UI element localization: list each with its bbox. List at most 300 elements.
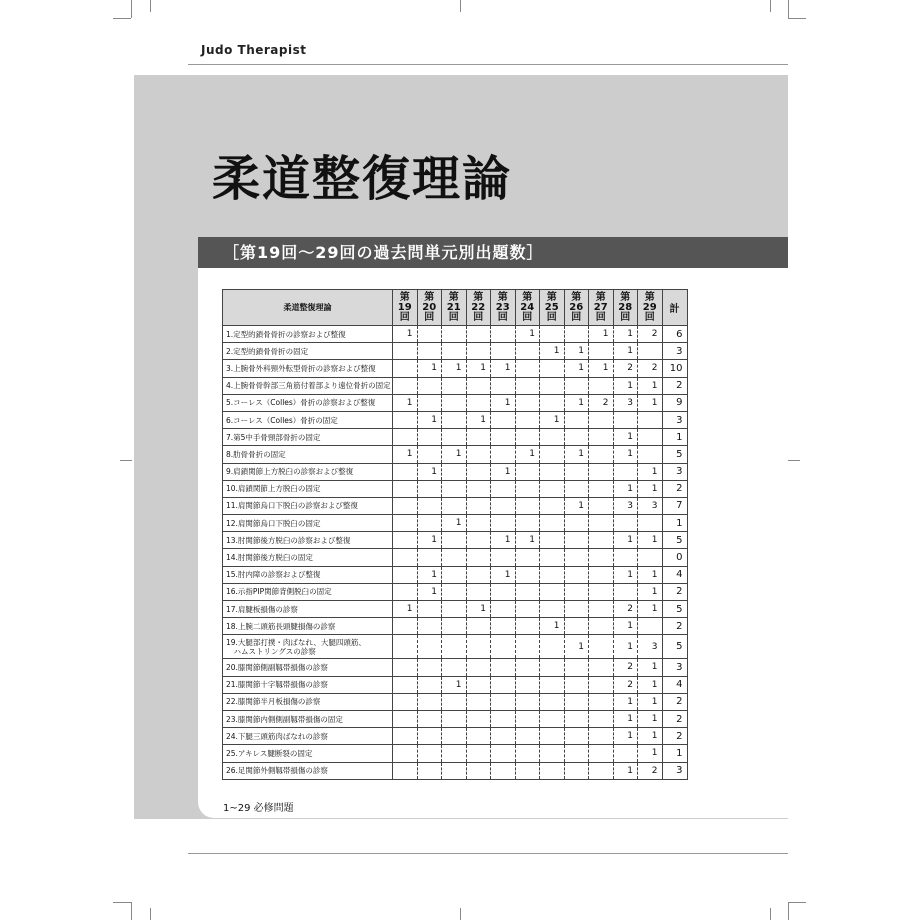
count-cell: 1 <box>515 446 540 463</box>
count-cell <box>564 429 589 446</box>
count-cell: 1 <box>638 480 663 497</box>
count-cell: 1 <box>491 463 516 480</box>
count-cell <box>417 635 442 659</box>
exam-column-header-bottom: 回 <box>448 311 459 323</box>
count-cell <box>540 676 565 693</box>
exam-column-header <box>515 290 540 326</box>
count-cell <box>638 515 663 532</box>
table-row <box>223 728 688 745</box>
count-cell <box>393 549 418 566</box>
count-cell: 3 <box>638 497 663 514</box>
count-cell <box>393 411 418 428</box>
table-row <box>223 676 688 693</box>
count-cell <box>589 377 614 394</box>
count-cell <box>540 497 565 514</box>
exam-column-header <box>491 290 516 326</box>
total-cell: 4 <box>662 566 687 583</box>
count-cell <box>515 549 540 566</box>
count-cell <box>417 497 442 514</box>
count-cell <box>442 566 467 583</box>
exam-column-header <box>442 290 467 326</box>
count-cell <box>442 635 467 659</box>
count-cell <box>638 411 663 428</box>
count-cell <box>491 601 516 618</box>
count-cell <box>540 463 565 480</box>
count-cell <box>466 532 491 549</box>
total-cell: 1 <box>662 745 687 762</box>
topic-name-cell: 1.定型的鎖骨骨折の診察および整復 <box>223 326 393 343</box>
count-cell: 1 <box>613 446 638 463</box>
count-cell <box>589 618 614 635</box>
exam-column-header-bottom: 回 <box>424 311 435 323</box>
exam-column-header <box>564 290 589 326</box>
count-cell: 1 <box>393 446 418 463</box>
count-cell <box>564 463 589 480</box>
count-cell <box>515 583 540 600</box>
total-cell: 2 <box>662 728 687 745</box>
count-cell: 1 <box>491 532 516 549</box>
count-cell <box>515 566 540 583</box>
count-cell <box>589 463 614 480</box>
count-cell <box>393 762 418 779</box>
count-cell <box>393 659 418 676</box>
count-cell <box>417 480 442 497</box>
table-row <box>223 710 688 727</box>
table-row <box>223 343 688 360</box>
topic-name-cell: 4.上腕骨骨幹部三角筋付着部より遠位骨折の固定 <box>223 377 393 394</box>
topic-name-cell: 26.足関節外側靱帯損傷の診察 <box>223 762 393 779</box>
count-cell <box>491 515 516 532</box>
count-cell <box>589 762 614 779</box>
count-cell <box>564 377 589 394</box>
topic-name-cell: 21.膝関節十字靱帯損傷の診察 <box>223 676 393 693</box>
table-row <box>223 515 688 532</box>
count-cell <box>491 728 516 745</box>
exam-column-header-bottom: 回 <box>620 311 631 323</box>
exam-column-header-top: 第 <box>522 291 533 303</box>
total-cell: 3 <box>662 411 687 428</box>
count-cell <box>491 480 516 497</box>
count-cell <box>540 446 565 463</box>
page-footer: 1~29 必修問題 <box>223 803 294 814</box>
exam-column-header <box>589 290 614 326</box>
total-cell: 3 <box>662 762 687 779</box>
count-cell <box>589 515 614 532</box>
count-cell <box>589 411 614 428</box>
name-column-header: 柔道整復理論 <box>223 290 393 326</box>
count-cell <box>515 635 540 659</box>
exam-column-header-bottom: 回 <box>399 311 410 323</box>
count-cell: 1 <box>638 710 663 727</box>
count-cell: 1 <box>638 745 663 762</box>
count-cell: 1 <box>417 583 442 600</box>
count-cell <box>491 497 516 514</box>
count-cell <box>589 343 614 360</box>
table-row <box>223 497 688 514</box>
total-cell: 2 <box>662 710 687 727</box>
count-cell <box>417 377 442 394</box>
count-cell <box>442 601 467 618</box>
count-cell <box>393 360 418 377</box>
count-cell <box>491 377 516 394</box>
count-cell <box>442 480 467 497</box>
exam-column-header-num: 21 <box>446 301 461 313</box>
count-cell <box>515 745 540 762</box>
count-cell <box>417 728 442 745</box>
table-row <box>223 326 688 343</box>
exam-column-header-bottom: 回 <box>644 311 655 323</box>
topic-name-cell: 9.肩鎖関節上方脱臼の診察および整復 <box>223 463 393 480</box>
count-cell <box>564 326 589 343</box>
total-cell: 5 <box>662 446 687 463</box>
count-cell <box>417 693 442 710</box>
count-cell <box>491 411 516 428</box>
count-cell <box>466 566 491 583</box>
exam-column-header-top: 第 <box>448 291 459 303</box>
exam-column-header-top: 第 <box>571 291 582 303</box>
count-cell <box>491 710 516 727</box>
count-cell <box>466 497 491 514</box>
table-body <box>223 326 688 780</box>
exam-column-header <box>466 290 491 326</box>
count-cell <box>540 394 565 411</box>
count-cell <box>417 394 442 411</box>
count-cell <box>466 618 491 635</box>
count-cell <box>491 762 516 779</box>
exam-column-header-num: 22 <box>471 301 486 313</box>
count-cell <box>466 326 491 343</box>
count-cell <box>491 549 516 566</box>
exam-column-header <box>393 290 418 326</box>
count-cell: 1 <box>638 728 663 745</box>
topic-name-cell: 17.肩腱板損傷の診察 <box>223 601 393 618</box>
total-cell: 3 <box>662 659 687 676</box>
count-cell <box>564 480 589 497</box>
count-cell <box>466 377 491 394</box>
count-cell <box>393 480 418 497</box>
count-cell: 1 <box>638 377 663 394</box>
count-cell <box>442 710 467 727</box>
topic-name-cell: 8.肋骨骨折の固定 <box>223 446 393 463</box>
count-cell: 2 <box>638 360 663 377</box>
crop-mark <box>770 908 771 920</box>
total-cell: 6 <box>662 326 687 343</box>
count-cell <box>540 549 565 566</box>
count-cell <box>393 497 418 514</box>
count-cell <box>393 532 418 549</box>
count-cell <box>417 659 442 676</box>
running-header: Judo Therapist <box>201 43 307 57</box>
exam-column-header <box>638 290 663 326</box>
count-cell <box>589 480 614 497</box>
count-cell <box>491 446 516 463</box>
count-cell <box>442 394 467 411</box>
count-cell <box>393 515 418 532</box>
count-cell: 1 <box>515 532 540 549</box>
count-cell <box>540 515 565 532</box>
count-cell: 1 <box>613 343 638 360</box>
count-cell <box>417 601 442 618</box>
count-cell <box>564 745 589 762</box>
count-cell <box>564 693 589 710</box>
exam-column-header-top: 第 <box>497 291 508 303</box>
count-cell: 2 <box>613 601 638 618</box>
count-cell <box>515 343 540 360</box>
count-cell: 1 <box>613 635 638 659</box>
count-cell <box>393 429 418 446</box>
count-cell <box>613 549 638 566</box>
count-cell <box>466 343 491 360</box>
crop-mark <box>788 18 806 19</box>
count-cell <box>540 326 565 343</box>
exam-column-header-bottom: 回 <box>595 311 606 323</box>
count-cell: 1 <box>589 360 614 377</box>
count-cell: 2 <box>613 659 638 676</box>
count-cell <box>466 515 491 532</box>
count-cell <box>564 601 589 618</box>
count-cell: 1 <box>613 693 638 710</box>
count-cell <box>540 710 565 727</box>
count-cell <box>393 693 418 710</box>
count-cell <box>613 411 638 428</box>
exam-column-header-num: 24 <box>520 301 535 313</box>
count-cell <box>491 429 516 446</box>
count-cell: 1 <box>466 411 491 428</box>
table-row <box>223 635 688 659</box>
count-cell <box>417 710 442 727</box>
count-cell <box>540 601 565 618</box>
count-cell <box>540 693 565 710</box>
topic-name-cell: 3.上腕骨外科頸外転型骨折の診察および整復 <box>223 360 393 377</box>
total-cell: 5 <box>662 635 687 659</box>
count-cell <box>491 659 516 676</box>
crop-mark <box>150 908 151 920</box>
count-cell: 1 <box>417 566 442 583</box>
table-row <box>223 532 688 549</box>
count-cell <box>564 515 589 532</box>
count-cell <box>491 635 516 659</box>
table-row <box>223 446 688 463</box>
count-cell: 1 <box>417 532 442 549</box>
total-cell: 7 <box>662 497 687 514</box>
total-column-header: 計 <box>662 290 687 326</box>
count-cell <box>466 745 491 762</box>
crop-mark <box>113 18 131 19</box>
count-cell: 1 <box>638 601 663 618</box>
topic-name-cell: 13.肘関節後方脱臼の診察および整復 <box>223 532 393 549</box>
count-cell <box>515 497 540 514</box>
count-cell: 1 <box>613 377 638 394</box>
count-cell <box>393 566 418 583</box>
crop-mark <box>788 902 806 903</box>
count-cell <box>515 676 540 693</box>
count-cell <box>442 532 467 549</box>
table-row <box>223 583 688 600</box>
count-cell <box>638 446 663 463</box>
topic-name-cell: 20.膝関節側副靱帯損傷の診察 <box>223 659 393 676</box>
count-cell <box>564 618 589 635</box>
count-cell <box>417 762 442 779</box>
count-cell <box>491 343 516 360</box>
footer-rule <box>188 853 788 854</box>
count-cell <box>442 377 467 394</box>
count-cell: 1 <box>393 394 418 411</box>
exam-column-header-num: 19 <box>397 301 412 313</box>
count-cell <box>393 377 418 394</box>
count-cell <box>442 745 467 762</box>
total-cell: 1 <box>662 515 687 532</box>
count-cell: 1 <box>393 601 418 618</box>
crop-mark <box>788 0 789 18</box>
count-cell <box>515 463 540 480</box>
exam-column-header-top: 第 <box>546 291 557 303</box>
total-cell: 1 <box>662 429 687 446</box>
total-cell: 4 <box>662 676 687 693</box>
count-cell <box>466 583 491 600</box>
topic-name-cell: 24.下腿三頭筋肉ばなれの診察 <box>223 728 393 745</box>
count-cell: 1 <box>564 446 589 463</box>
exam-column-header-num: 25 <box>544 301 559 313</box>
table-row <box>223 601 688 618</box>
count-cell <box>442 497 467 514</box>
count-cell: 1 <box>466 360 491 377</box>
count-cell <box>540 583 565 600</box>
table-row <box>223 463 688 480</box>
count-cell <box>564 676 589 693</box>
topic-name-cell: 18.上腕二頭筋長頭腱損傷の診察 <box>223 618 393 635</box>
table-row <box>223 659 688 676</box>
exam-column-header-top: 第 <box>473 291 484 303</box>
count-cell <box>393 710 418 727</box>
count-cell <box>417 549 442 566</box>
table-row <box>223 762 688 779</box>
count-cell <box>393 676 418 693</box>
count-cell: 1 <box>613 618 638 635</box>
count-cell <box>564 566 589 583</box>
total-cell: 10 <box>662 360 687 377</box>
table-row <box>223 429 688 446</box>
count-cell <box>393 343 418 360</box>
count-cell <box>515 515 540 532</box>
count-cell <box>393 463 418 480</box>
count-cell: 1 <box>613 566 638 583</box>
count-cell: 1 <box>564 360 589 377</box>
count-cell <box>417 618 442 635</box>
exam-column-header-bottom: 回 <box>546 311 557 323</box>
section-banner: ［第19回〜29回の過去問単元別出題数］ <box>198 237 788 269</box>
count-cell: 1 <box>491 566 516 583</box>
count-cell <box>393 745 418 762</box>
count-cell: 2 <box>638 762 663 779</box>
count-cell: 1 <box>466 601 491 618</box>
topic-name-cell: 25.アキレス腱断裂の固定 <box>223 745 393 762</box>
table-row <box>223 411 688 428</box>
count-cell <box>515 762 540 779</box>
count-cell <box>564 532 589 549</box>
count-cell <box>564 762 589 779</box>
count-cell <box>638 549 663 566</box>
count-cell: 1 <box>564 497 589 514</box>
count-cell <box>564 583 589 600</box>
count-cell <box>442 583 467 600</box>
count-cell: 1 <box>613 429 638 446</box>
count-cell <box>466 463 491 480</box>
count-cell <box>442 463 467 480</box>
crop-mark <box>460 908 461 920</box>
count-cell <box>589 635 614 659</box>
count-cell <box>417 446 442 463</box>
table-row <box>223 693 688 710</box>
count-cell: 1 <box>638 394 663 411</box>
crop-mark <box>150 0 151 12</box>
topic-name-cell: 12.肩関節烏口下脱臼の固定 <box>223 515 393 532</box>
exam-column-header <box>613 290 638 326</box>
count-cell: 1 <box>613 480 638 497</box>
topic-name-cell: 22.膝関節半月板損傷の診察 <box>223 693 393 710</box>
total-cell: 0 <box>662 549 687 566</box>
total-cell: 5 <box>662 532 687 549</box>
exam-column-header <box>540 290 565 326</box>
total-cell: 2 <box>662 583 687 600</box>
count-cell: 1 <box>393 326 418 343</box>
count-cell <box>589 676 614 693</box>
exam-column-header-num: 29 <box>642 301 657 313</box>
count-cell: 1 <box>491 394 516 411</box>
count-cell <box>442 429 467 446</box>
exam-column-header-bottom: 回 <box>522 311 533 323</box>
count-cell: 1 <box>442 515 467 532</box>
count-cell <box>466 728 491 745</box>
count-cell <box>564 549 589 566</box>
count-cell <box>442 762 467 779</box>
count-cell: 1 <box>564 394 589 411</box>
crop-mark <box>770 0 771 12</box>
count-cell: 1 <box>564 635 589 659</box>
crop-mark <box>788 902 789 920</box>
count-cell: 3 <box>638 635 663 659</box>
count-cell <box>589 532 614 549</box>
count-cell <box>515 429 540 446</box>
topic-name-cell: 11.肩関節烏口下脱臼の診察および整復 <box>223 497 393 514</box>
count-cell <box>515 360 540 377</box>
count-cell <box>638 343 663 360</box>
topic-name-cell: 10.肩鎖関節上方脱臼の固定 <box>223 480 393 497</box>
count-cell <box>417 745 442 762</box>
page-title: 柔道整復理論 <box>212 151 513 207</box>
count-cell <box>393 728 418 745</box>
count-cell <box>466 394 491 411</box>
topic-name-cell: 19.大腿部打撲・肉ばなれ、大腿四頭筋、 ハムストリングスの診察 <box>223 635 393 659</box>
topic-name-cell: 5.コーレス（Colles）骨折の診察および整復 <box>223 394 393 411</box>
count-cell: 2 <box>613 360 638 377</box>
count-cell <box>466 676 491 693</box>
count-cell <box>393 618 418 635</box>
count-cell <box>515 411 540 428</box>
count-cell <box>515 618 540 635</box>
count-cell: 1 <box>515 326 540 343</box>
total-cell: 2 <box>662 480 687 497</box>
count-cell: 1 <box>638 463 663 480</box>
count-cell <box>491 676 516 693</box>
count-cell <box>491 618 516 635</box>
crop-mark <box>120 460 132 461</box>
exam-column-header-bottom: 回 <box>571 311 582 323</box>
table-row <box>223 745 688 762</box>
total-cell: 2 <box>662 693 687 710</box>
count-cell <box>589 601 614 618</box>
table-row <box>223 549 688 566</box>
crop-mark <box>788 460 800 461</box>
